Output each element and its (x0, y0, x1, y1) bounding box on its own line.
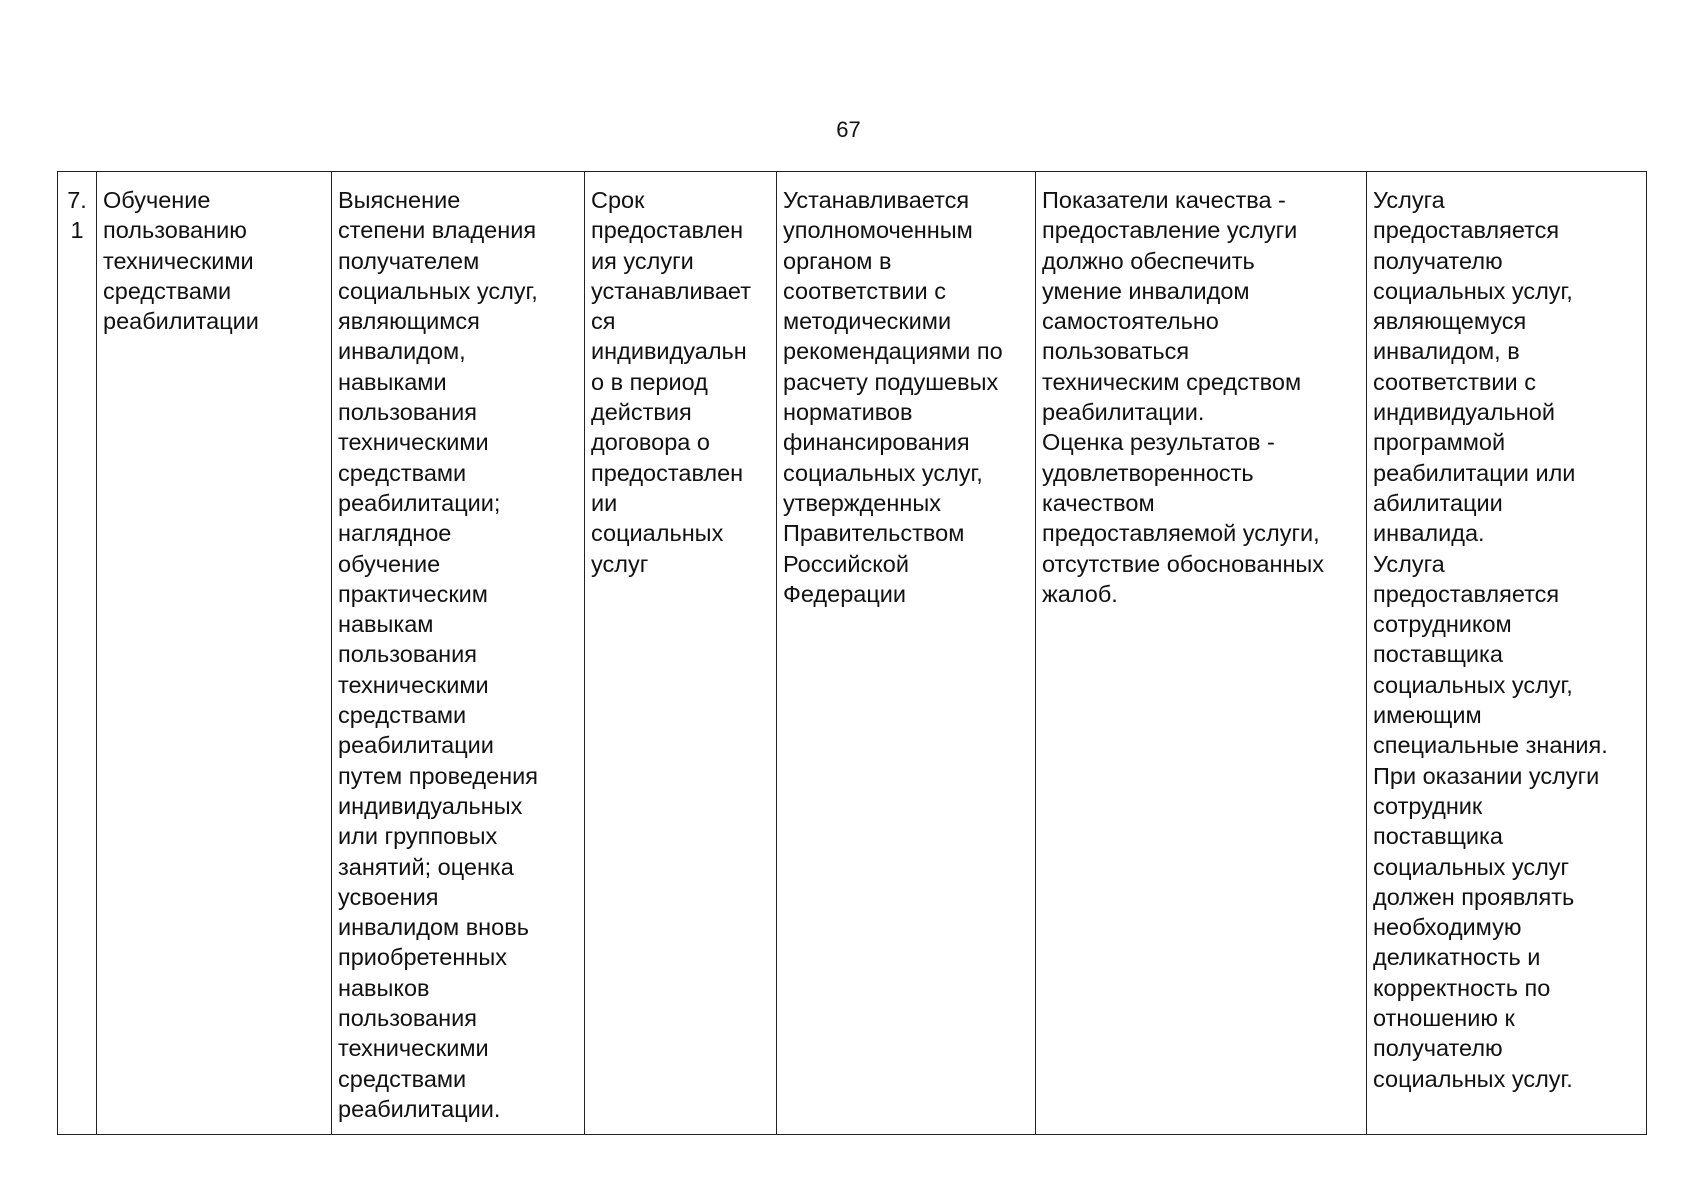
service-description-cell: Выяснение степени владения получателем социальных услуг, являющимся инвалидом, навыками пользования техническими средствами реабилитации; наглядное обучение практическим навыкам пользования техническими средствами реабилитации путем проведения индивидуальных или групповых занятий; оценка усвоения инвалидом вновь приобретенных навыков пользования техническими средствами реабилитации. (332, 172, 585, 1135)
service-conditions-cell: Услуга предоставляется получателю социальных услуг, являющемуся инвалидом, в соответствии с индивидуальной программой реабилитации или абилитации инвалида. Услуга предоставляется сотрудником поставщика социальных услуг, имеющим специальные знания. При оказании услуги сотрудник поставщика социальных услуг должен проявлять необходимую деликатность и корректность по отношению к получателю социальных услуг. (1367, 172, 1647, 1135)
service-quality-cell: Показатели качества - предоставление услуги должно обеспечить умение инвалидом самостоятельно пользоваться техническим средством реабилитации. Оценка результатов - удовлетворенность качеством предоставляемой услуги, отсутствие обоснованных жалоб. (1036, 172, 1367, 1135)
service-norm-cell: Устанавливается уполномоченным органом в соответствии с методическими рекомендациями по расчету подушевых нормативов финансирования социальных услуг, утвержденных Правительством Российской Федерации (777, 172, 1036, 1135)
table-row (58, 172, 1647, 1135)
page-number: 67 (836, 117, 861, 142)
service-term-cell: Срок предоставлен ия услуги устанавливает ся индивидуальн о в период действия договора о предоставлен ии социальных услуг (585, 172, 777, 1135)
row-number-cell: 7. 1 (58, 172, 97, 1135)
service-table (57, 171, 1647, 1135)
service-name-cell: Обучение пользованию техническими средствами реабилитации (97, 172, 332, 1135)
